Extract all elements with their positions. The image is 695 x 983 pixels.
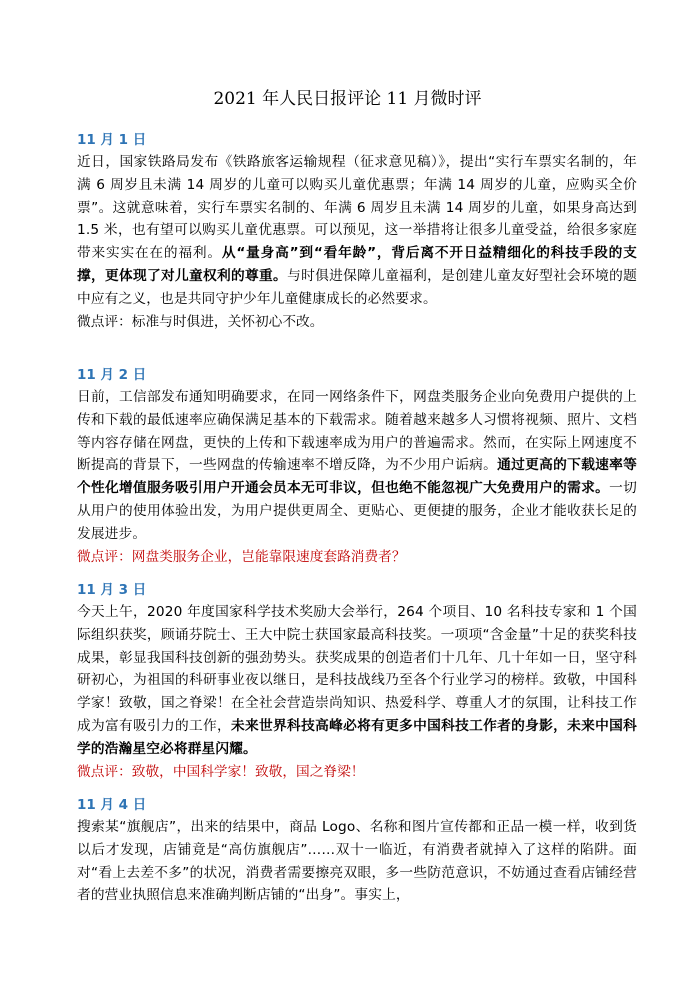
- section-body: [77, 601, 637, 761]
- body-text: 日前，工信部发布通知明确要求，在同一网络条件下，网盘类服务企业向免费用户提供的上传和下载的最低速率应确保满足基本的下载需求。随着越来越多人习惯将视频、照片、文档等内容存储在网盘，更快的上传和下载速率成为用户的普遍需求。然而，在实际上网速度不断提高的背景下，一些网盘的传输速率不增反降，为不少用户诟病。: [77, 389, 637, 474]
- section-nov-3: [77, 580, 637, 783]
- section-body: [77, 816, 637, 907]
- body-text: 一切从用户的使用体验出发，为用户提供更周全、更贴心、更便捷的服务，企业才能收获长足的发展进步。: [77, 480, 637, 542]
- body-text: 今天上午，2020 年度国家科学技术奖励大会举行，264 个项目、10 名科技专家和 1 个国际组织获奖，顾诵芬院士、王大中院士获国家最高科技奖。一项项“含金量”十足的获奖科技成果，彰显我国科技创新的强劲势头。获奖成果的创造者们十几年、几十年如一日，坚守科研初心，为祖国的科研事业夜以继日，是科技战线乃至各个行业学习的榜样。致敬，中国科学家！致敬，国之脊梁！在全社会营造崇尚知识、热爱科学、尊重人才的氛围，让科技工作成为富有吸引力的工作，: [77, 604, 637, 734]
- body-bold-text: 通过更高的下载速率等个性化增值服务吸引用户开通会员本无可非议，但也绝不能忽视广大免费用户的需求。: [77, 457, 637, 497]
- section-date: 11 月 3 日: [77, 582, 147, 598]
- body-text: 与时俱进保障儿童福利，是创建儿童友好型社会环境的题中应有之义，也是共同守护少年儿童健康成长的必然要求。: [77, 267, 637, 307]
- section-body: [77, 386, 637, 546]
- section-comment: 微点评：标准与时俱进，关怀初心不改。: [77, 313, 324, 330]
- page-title: 2021 年人民日报评论 11 月微时评: [213, 89, 482, 109]
- body-bold-text: 未来世界科技高峰必将有更多中国科技工作者的身影，未来中国科学的浩瀚星空必将群星闪耀。: [77, 717, 637, 757]
- body-text: 搜索某“旗舰店”，出来的结果中，商品 Logo、名称和图片宣传都和正品一模一样，收到货以后才发现，店铺竟是“高仿旗舰店”……双十一临近，有消费者就掉入了这样的陷阱。面对“看上去差不多”的状况，消费者需要擦亮双眼，多一些防范意识，不妨通过查看店铺经营者的营业执照信息来准确判断店铺的“出身”。事实上，: [77, 819, 637, 904]
- section-date: 11 月 1 日: [77, 132, 147, 148]
- section-date: 11 月 4 日: [77, 797, 147, 813]
- section-comment: 微点评：致敬，中国科学家！致敬，国之脊梁！: [77, 763, 365, 780]
- body-text: 近日，国家铁路局发布《铁路旅客运输规程（征求意见稿）》，提出“实行车票实名制的，年满 6 周岁且未满 14 周岁的儿童可以购买儿童优惠票；年满 14 周岁的儿童，应购买全价票”。这就意味着，实行车票实名制的、年满 6 周岁且未满 14 周岁的儿童，如果身高达到 1.5 米，也有望可以购买儿童优惠票。可以预见，这一举措将让很多儿童受益，给很多家庭带来实实在在的福利。: [77, 154, 637, 262]
- section-date: 11 月 2 日: [77, 367, 147, 383]
- section-nov-4: [77, 795, 637, 907]
- section-comment: 微点评：网盘类服务企业，岂能靠限速度套路消费者？: [77, 548, 406, 565]
- body-bold-text: 从“量身高”到“看年龄”，背后离不开日益精细化的科技手段的支撑，更体现了对儿童权利的尊重。: [77, 245, 637, 284]
- section-body: [77, 151, 637, 311]
- section-nov-1: [77, 130, 637, 333]
- section-nov-2: [77, 365, 637, 568]
